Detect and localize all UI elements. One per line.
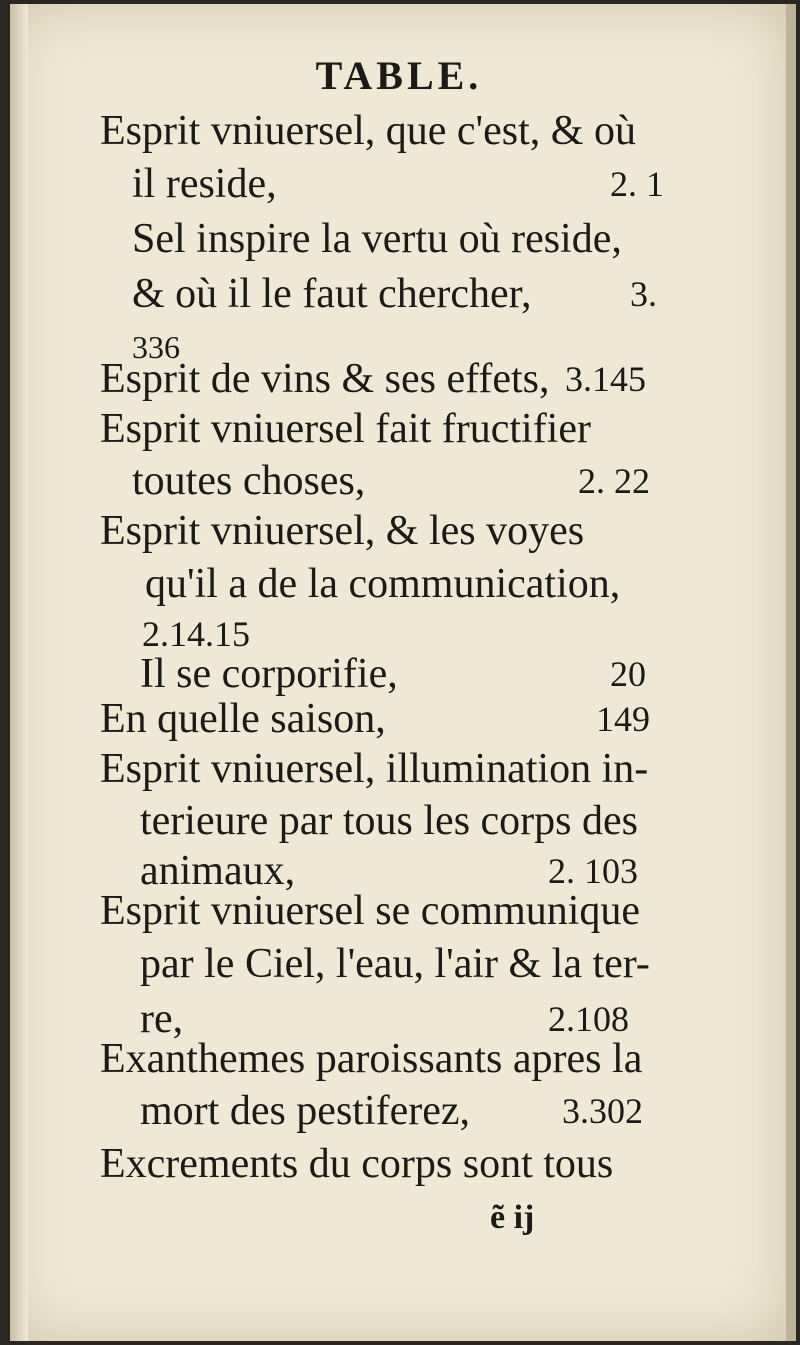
page-ref: 336 xyxy=(132,329,180,365)
page-ref: 2. 1 xyxy=(610,164,664,204)
page-ref: 3. xyxy=(630,274,657,314)
page-edge xyxy=(786,4,796,1341)
page-ref: 2. 103 xyxy=(548,851,638,891)
index-line: mort des pestiferez, xyxy=(140,1088,471,1134)
index-line: terieure par tous les corps des xyxy=(140,798,638,844)
index-line: qu'il a de la communication, xyxy=(145,561,621,607)
page-ref: 149 xyxy=(596,699,650,739)
index-line: En quelle saison, xyxy=(100,696,386,742)
index-line: Esprit vniuersel fait fructifier xyxy=(100,406,591,452)
index-line: & où il le faut chercher, xyxy=(132,271,532,317)
index-line: Sel inspire la vertu où reside, xyxy=(132,216,622,262)
index-line: Esprit de vins & ses effets, xyxy=(100,356,550,402)
index-line: toutes choses, xyxy=(132,458,366,504)
index-line: Esprit vniuersel, que c'est, & où xyxy=(100,108,636,154)
index-line: il reside, xyxy=(132,161,277,207)
book-page xyxy=(10,4,788,1341)
page-ref: 3.302 xyxy=(562,1091,643,1131)
index-line: Esprit vniuersel, & les voyes xyxy=(100,508,585,554)
page-gutter xyxy=(10,4,28,1341)
page-ref: 2. 22 xyxy=(578,461,650,501)
page-ref: 2.108 xyxy=(548,999,629,1039)
running-head: TABLE. xyxy=(315,53,483,98)
page-ref: 2.14.15 xyxy=(142,614,250,654)
index-line: Il se corporifie, xyxy=(140,651,398,697)
index-line: Exanthemes paroissants apres la xyxy=(100,1036,643,1082)
index-line: Esprit vniuersel, illumination in- xyxy=(100,746,649,792)
index-line: animaux, xyxy=(140,848,296,894)
index-line: Excrements du corps sont tous xyxy=(100,1141,614,1187)
page-ref: 3.145 xyxy=(565,359,646,399)
index-line: par le Ciel, l'eau, l'air & la ter- xyxy=(140,941,650,987)
page-ref: 20 xyxy=(610,654,646,694)
index-line: re, xyxy=(140,996,184,1042)
signature-mark: ẽ ij xyxy=(490,1199,535,1236)
index-line: Esprit vniuersel se communique xyxy=(100,888,641,934)
